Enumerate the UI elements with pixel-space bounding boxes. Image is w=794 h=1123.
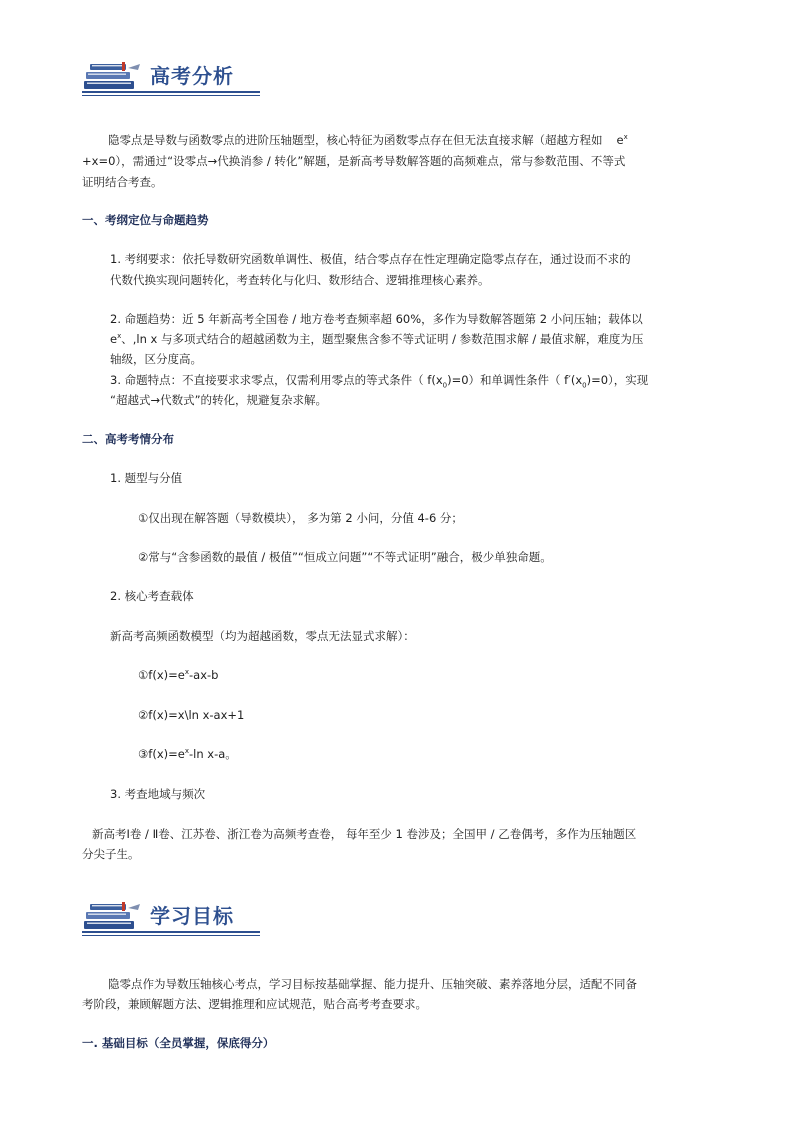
section-title-goals: 学习目标	[150, 904, 234, 928]
dist-lead: 新高考高频函数模型（均为超越函数，零点无法显式求解）：	[110, 629, 415, 643]
dist-title-1: 1. 题型与分值	[110, 471, 183, 485]
heading-syllabus-trend: 一、考纲定位与命题趋势	[82, 213, 209, 227]
intro-line-3: 证明结合考查。	[82, 175, 163, 189]
dist-item-1: ①仅出现在解答题（导数模块）， 多为第 2 小问，分值 4-6 分；	[138, 511, 463, 525]
function-model-3: $③f(x)=e^x-\ln$ x-a。	[138, 747, 237, 761]
region-line-1: 新高考Ⅰ卷 / Ⅱ卷、江苏卷、浙江卷为高频考查卷， 每年至少 1 卷涉及；全国甲 / 乙卷偶考，多作为压轴题区	[92, 827, 637, 841]
intro-line-1: 隐零点是导数与函数零点的进阶压轴题型，核心特征为函数零点存在但无法直接求解（超越方程如 $e^x$	[108, 133, 628, 147]
trend-line-2: $e^x$、,ln x 与多项式结合的超越函数为主，题型聚焦含参不等式证明 / 参数范围求解 / 最值求解，难度为压	[110, 332, 644, 346]
goal-line-2: 考阶段，兼顾解题方法、逻辑推理和应试规范，贴合高考考查要求。	[82, 997, 427, 1011]
books-icon	[84, 62, 144, 92]
feature-line-1: 3. 命题特点：不直接要求求零点，仅需利用零点的等式条件（ $f(x_0)=0$）和单调性条件（ $f'(x_0)=0$），实现	[110, 373, 649, 390]
goal-line-1: 隐零点作为导数压轴核心考点，学习目标按基础掌握、能力提升、压轴突破、素养落地分层，适配不同备	[108, 977, 637, 991]
heading-exam-distribution: 二、高考考情分布	[82, 432, 174, 446]
intro-line-2: +x=0），需通过“设零点→代换消参 / 转化”解题，是新高考导数解答题的高频难点，常与参数范围、不等式	[82, 154, 626, 168]
section-title-analysis: 高考分析	[150, 64, 234, 88]
section-banner-analysis	[82, 58, 260, 98]
section-banner-goals	[82, 898, 260, 938]
region-line-2: 分尖子生。	[82, 847, 140, 861]
books-icon	[84, 902, 144, 932]
trend-line-1: 2. 命题趋势：近 5 年新高考全国卷 / 地方卷考查频率超 60%，多作为导数解答题第 2 小问压轴；载体以	[110, 312, 643, 326]
feature-line-2: “超越式→代数式”的转化，规避复杂求解。	[110, 393, 328, 407]
dist-item-2: ②常与“含参函数的最值 / 极值”“恒成立问题”“不等式证明”融合，极少单独命题。	[138, 550, 552, 564]
function-model-1: $①f(x)=e^x-ax-b$	[138, 668, 219, 682]
dist-title-3: 3. 考查地域与频次	[110, 787, 206, 801]
trend-line-3: 轴级，区分度高。	[110, 352, 202, 366]
function-model-2: ②f(x)=x\ln x-ax+1	[138, 708, 245, 722]
syllabus-req-line-2: 代数代换实现问题转化，考查转化与化归、数形结合、逻辑推理核心素养。	[110, 273, 490, 287]
syllabus-req-line-1: 1. 考纲要求：依托导数研究函数单调性、极值，结合零点存在性定理确定隐零点存在，通过设而不求的	[110, 252, 631, 266]
heading-basic-goal: 一. 基础目标（全员掌握，保底得分）	[82, 1036, 275, 1050]
dist-title-2: 2. 核心考查载体	[110, 589, 194, 603]
